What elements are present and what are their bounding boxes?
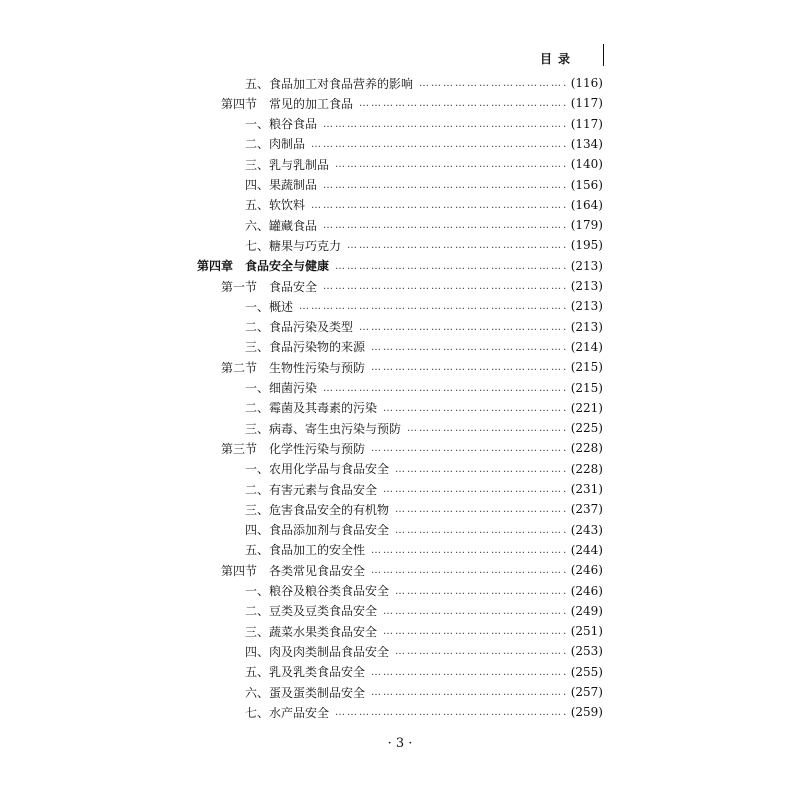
dot-leader [383, 403, 567, 415]
dot-leader [359, 98, 567, 110]
dot-leader [347, 240, 567, 252]
toc-entry-title: 二、有害元素与食品安全 [245, 482, 378, 497]
toc-entry-item [245, 195, 603, 215]
toc-entry-title: 一、粮谷食品 [245, 117, 318, 132]
toc-entry-section [221, 276, 603, 296]
toc-entry-item [245, 296, 603, 316]
dot-leader [395, 464, 567, 476]
toc-entry-title: 一、农用化学品与食品安全 [245, 462, 390, 477]
toc-entry-section [221, 357, 603, 377]
toc-entry-item [245, 317, 603, 337]
toc-entry-item [245, 621, 603, 641]
dot-leader [371, 443, 567, 455]
toc-entry-title: 五、食品加工对食品营养的影响 [245, 76, 414, 91]
toc-entry-page: (213) [570, 299, 603, 314]
dot-leader [395, 586, 567, 598]
dot-leader [395, 646, 567, 658]
toc-entry-page: (228) [570, 461, 603, 476]
toc-entry-page: (221) [570, 400, 603, 415]
toc-entry-title: 一、概述 [245, 299, 294, 314]
toc-entry-title: 三、危害食品安全的有机物 [245, 502, 390, 517]
toc-entry-title: 第二节 生物性污染与预防 [221, 360, 366, 375]
toc-entry-item [245, 418, 603, 438]
toc-entry-item [245, 73, 603, 93]
toc-entry-page: (246) [570, 563, 603, 578]
dot-leader [323, 180, 567, 192]
toc-entry-title: 第四节 各类常见食品安全 [221, 563, 366, 578]
dot-leader [335, 159, 567, 171]
toc-entry-page: (117) [570, 96, 603, 111]
toc-entry-page: (246) [570, 583, 603, 598]
dot-leader [323, 119, 567, 131]
dot-leader [335, 707, 567, 719]
toc-entry-page: (244) [570, 542, 603, 557]
toc-entry-page: (259) [570, 705, 603, 720]
toc-entry-title: 第一节 食品安全 [221, 279, 318, 294]
toc-entry-page: (156) [570, 177, 603, 192]
dot-leader [395, 504, 567, 516]
toc-entry-title: 四、肉及肉类制品食品安全 [245, 644, 390, 659]
toc-entry-item [245, 337, 603, 357]
toc-entry-page: (195) [570, 238, 603, 253]
dot-leader [311, 139, 567, 151]
dot-leader [395, 525, 567, 537]
toc-entry-page: (214) [570, 339, 603, 354]
toc-entry-title: 二、肉制品 [245, 137, 306, 152]
dot-leader [371, 342, 567, 354]
toc-entry-title: 三、乳与乳制品 [245, 157, 330, 172]
dot-leader [299, 301, 567, 313]
toc-entry-page: (251) [570, 624, 603, 639]
toc-entry-page: (215) [570, 360, 603, 375]
toc-entry-title: 第三节 化学性污染与预防 [221, 441, 366, 456]
toc-entry-item [245, 154, 603, 174]
toc-entry-section [221, 93, 603, 113]
dot-leader [359, 322, 567, 334]
running-head: 目录 [540, 52, 577, 66]
toc-entry-item [245, 134, 603, 154]
toc-entry-title: 三、蔬菜水果类食品安全 [245, 624, 378, 639]
toc-entry-chapter [197, 256, 603, 276]
toc-entry-title: 四、果蔬制品 [245, 178, 318, 192]
toc-entry-page: (231) [570, 482, 603, 496]
toc-entry-title: 第四节 常见的加工食品 [221, 96, 354, 111]
dot-leader [383, 626, 567, 638]
toc-entry-title: 二、豆类及豆类食品安全 [245, 604, 378, 619]
toc-entry-title: 二、霉菌及其毒素的污染 [245, 401, 378, 416]
toc-entry-page: (249) [570, 603, 603, 618]
dot-leader [323, 383, 567, 395]
toc-entry-item [245, 378, 603, 398]
toc-entry-item [245, 601, 603, 621]
toc-entry-page: (255) [570, 664, 603, 679]
toc-entry-title: 第四章 食品安全与健康 [197, 259, 330, 274]
toc-entry-page: (134) [570, 136, 603, 151]
toc-entry-item [245, 641, 603, 661]
toc-entry-item [245, 235, 603, 255]
toc-entry-page: (237) [570, 502, 603, 517]
toc-entry-section [221, 438, 603, 458]
toc-entry-page: (228) [570, 441, 603, 456]
toc-entry-page: (213) [570, 279, 603, 293]
toc-entry-title: 六、蛋及蛋类制品安全 [245, 685, 366, 700]
toc-entry-title: 四、食品添加剂与食品安全 [245, 523, 390, 538]
dot-leader [335, 261, 567, 273]
toc-entry-page: (140) [570, 157, 603, 172]
running-head-rule [603, 44, 604, 66]
toc-entry-title: 五、食品加工的安全性 [245, 543, 366, 558]
toc-entry-page: (117) [570, 116, 603, 131]
toc-entry-item [245, 540, 603, 560]
toc-entry-page: (179) [570, 218, 603, 233]
toc-entry-title: 七、水产品安全 [245, 705, 330, 720]
dot-leader [371, 687, 567, 699]
toc-entry-page: (243) [570, 522, 603, 537]
toc-entry-item [245, 682, 603, 702]
toc-entry-title: 三、食品污染物的来源 [245, 340, 366, 355]
toc-entry-title: 六、罐藏食品 [245, 218, 318, 233]
dot-leader [371, 362, 567, 374]
toc-entry-page: (257) [570, 685, 603, 699]
toc-entry-item [245, 114, 603, 134]
toc-entry-page: (213) [570, 258, 603, 273]
toc-entry-page: (253) [570, 644, 603, 659]
toc-entry-title: 三、病毒、寄生虫污染与预防 [245, 421, 402, 436]
toc-entry-item [245, 702, 603, 722]
dot-leader [371, 667, 567, 679]
toc-entry-item [245, 499, 603, 519]
toc-entry-title: 一、粮谷及粮谷类食品安全 [245, 584, 390, 598]
toc-entry-item [245, 479, 603, 499]
toc-entry-section [221, 560, 603, 580]
toc-entry-title: 一、细菌污染 [245, 381, 318, 395]
toc-entry-page: (225) [570, 421, 603, 436]
toc-entry-title: 五、乳及乳类食品安全 [245, 665, 366, 680]
page-number: · 3 · [387, 736, 413, 751]
toc-entry-item [245, 520, 603, 540]
dot-leader [419, 78, 567, 90]
dot-leader [323, 281, 567, 293]
toc-entry-title: 二、食品污染及类型 [245, 320, 354, 335]
dot-leader [371, 545, 567, 557]
toc-entry-item [245, 175, 603, 195]
toc-entry-item [245, 581, 603, 601]
dot-leader [311, 200, 567, 212]
toc-entry-title: 五、软饮料 [245, 198, 306, 213]
toc-entry-page: (213) [570, 319, 603, 334]
toc-entry-item [245, 662, 603, 682]
toc-entry-page: (164) [570, 197, 603, 212]
dot-leader [383, 484, 567, 496]
toc-entry-item [245, 215, 603, 235]
toc-entry-item [245, 459, 603, 479]
toc-entry-title: 七、糖果与巧克力 [245, 238, 342, 253]
toc-entry-page: (215) [570, 380, 603, 395]
dot-leader [383, 606, 567, 618]
dot-leader [371, 565, 567, 577]
dot-leader [323, 220, 567, 232]
toc-entry-item [245, 398, 603, 418]
toc-entry-page: (116) [570, 76, 603, 90]
dot-leader [407, 423, 567, 435]
